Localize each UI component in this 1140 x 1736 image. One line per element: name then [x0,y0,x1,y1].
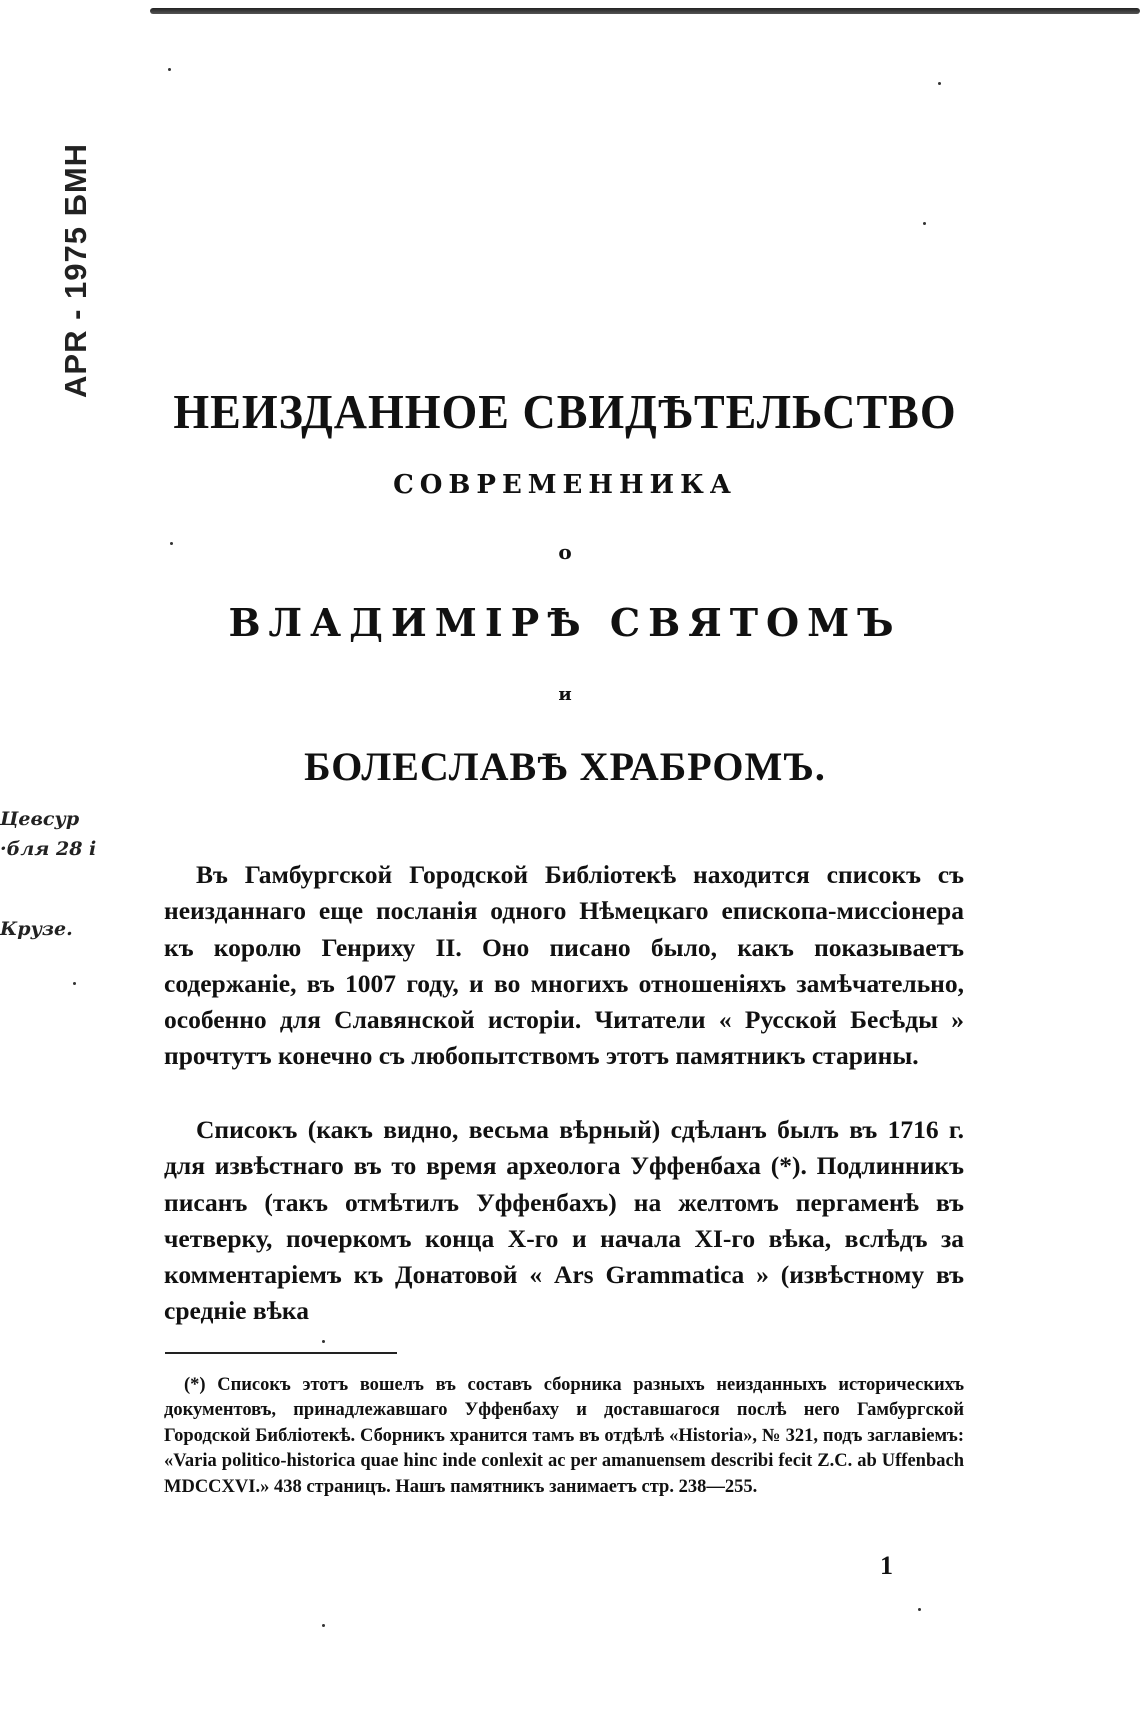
print-speck [918,1608,921,1611]
margin-note-censor: Цевсур [0,808,80,830]
page-number: 1 [880,1551,893,1580]
library-date-stamp: APR - 1975 БМН [58,142,93,398]
title-line-6: БОЛЕСЛАВѢ ХРАБРОМЪ. [304,744,826,789]
title-line-3: о [558,540,572,564]
title-line-4: ВЛАДИМІРѢ СВЯТОМЪ [228,600,902,645]
title-line-1: НЕИЗДАННОЕ СВИДѢТЕЛЬСТВО [173,384,957,439]
print-speck [170,542,173,545]
print-speck [923,222,926,225]
margin-note-signature: Крузе. [0,918,73,940]
footnote: (*) Списокъ этотъ вошелъ въ составъ сборника разныхъ неизданныхъ историческихъ документовъ, принадлежавшаго Уффенбаху и доставшагося послѣ него Гамбургской Городской Библіотекѣ. Сборникъ хранится тамъ въ отдѣлѣ «Historia», № 321, подъ заглавіемъ: «Varia politico-historica quae hinc inde conlexit ac per amanuensem describi fecit Z.C. ab Uffenbach MDCCXVI.» 438 страницъ. Нашъ памятникъ занимаетъ стр. 238—255. [164,1375,964,1497]
paragraph-1: Въ Гамбургской Городской Библіотекѣ находится списокъ съ неизданнаго еще посланія одного Нѣмецкаго епископа-миссіонера къ королю Генриху II. Оно писано было, какъ показываетъ содержаніе, въ 1007 году, и во многихъ отношеніяхъ замѣчательно, особенно для Славянской исторіи. Читатели « Русской Бесѣды » прочтутъ конечно съ любопытствомъ этотъ памятникъ старины. [164,860,964,1071]
print-speck [938,82,941,85]
title-line-5: и [558,684,572,705]
margin-note-date: ·бля 28 і [0,838,97,860]
paragraph-2: Списокъ (какъ видно, весьма вѣрный) сдѣланъ былъ въ 1716 г. для извѣстнаго въ то время археолога Уффенбаха (*). Подлинникъ писанъ (такъ отмѣтилъ Уффенбахъ) на желтомъ пергаменѣ въ четверку, почеркомъ конца X-го и начала XI-го вѣка, вслѣдъ за комментаріемъ къ Донатовой « Ars Grammatica » (извѣстному въ средніе вѣка [164,1115,964,1326]
print-speck [322,1340,325,1343]
footnote-divider [165,1352,397,1354]
title-line-2: СОВРЕМЕННИКА [393,470,737,500]
print-speck [322,1624,325,1627]
top-edge-rule [150,8,1140,14]
print-speck [168,68,171,71]
print-speck [73,982,76,985]
